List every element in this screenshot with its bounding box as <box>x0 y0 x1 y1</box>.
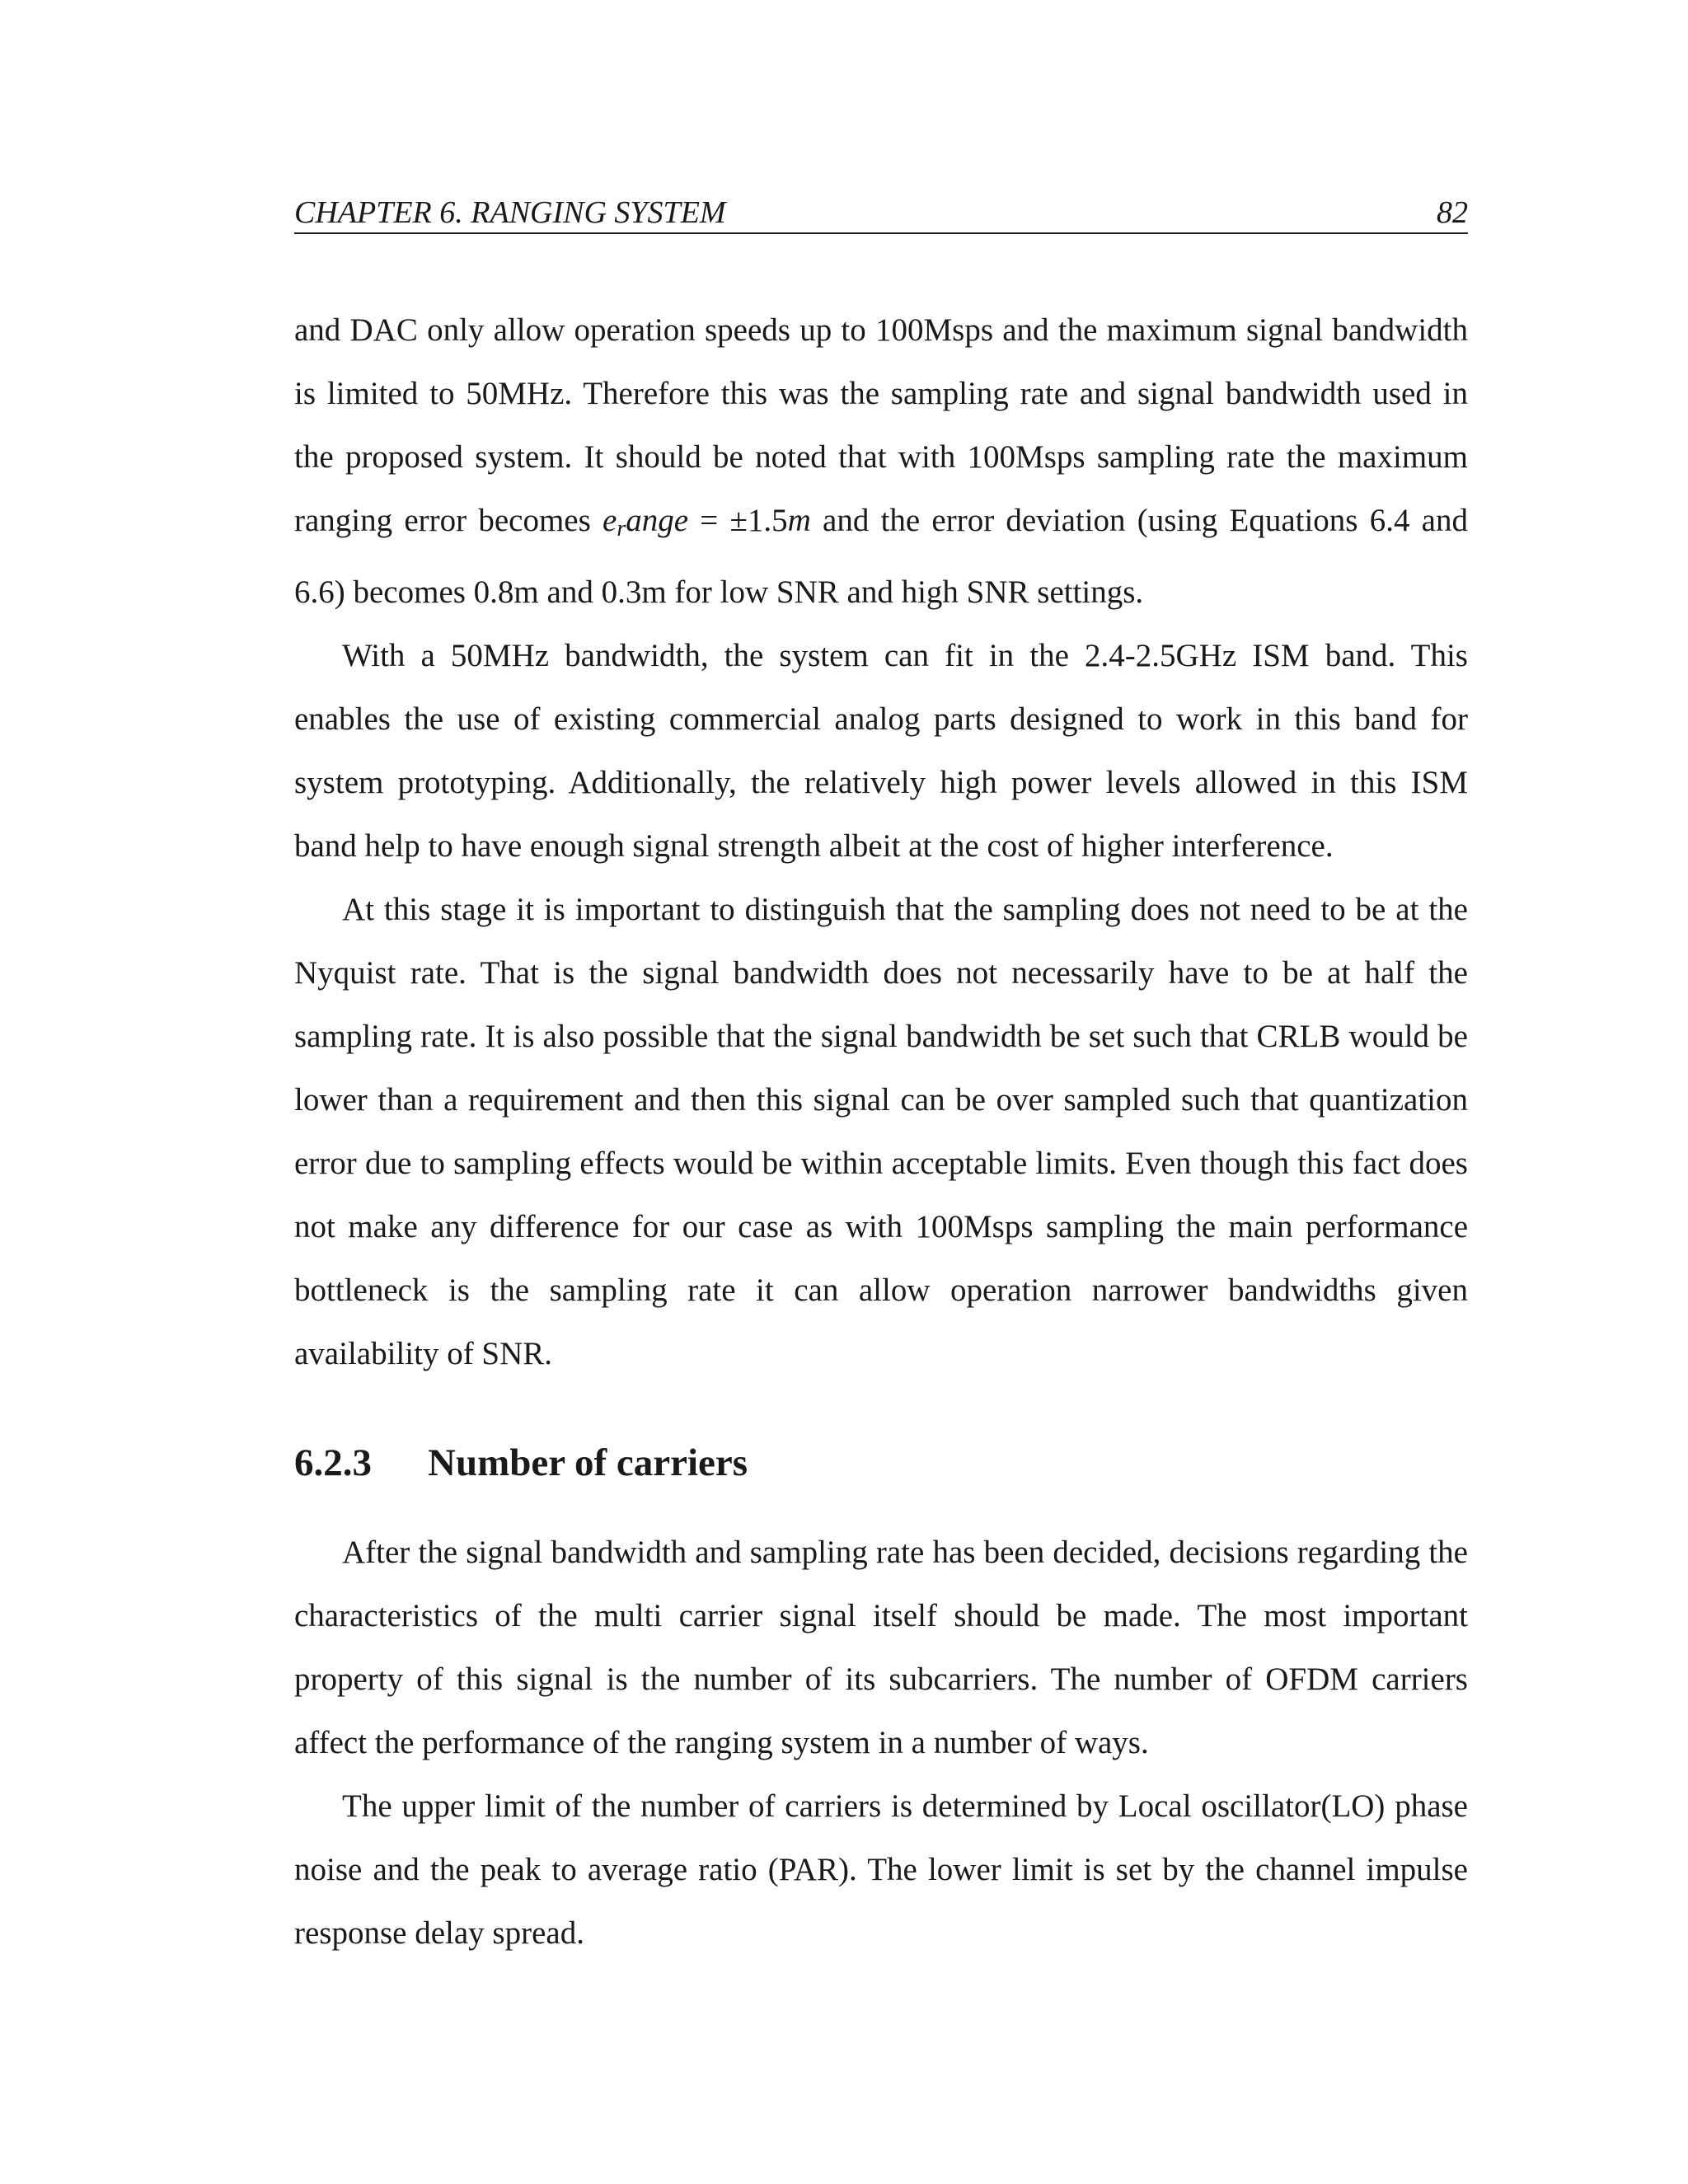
paragraph: and DAC only allow operation speeds up to 100Msps and the maximum signal bandwidth is limited to 50MHz. Therefore this was the sampling rate and signal bandwidth used in the proposed system. It should be noted that with 100Msps sampling rate the maximum ranging error becomes $e_range = \pm 1.5m$ and the error deviation (using Equations 6.4 and 6.6) becomes 0.8m and 0.3m for low SNR and high SNR settings. <box>294 312 1468 610</box>
section-number: 6.2.3 <box>294 1441 372 1484</box>
running-head: CHAPTER 6. RANGING SYSTEM <box>294 195 726 230</box>
inline-equation: $e_range$ <box>603 503 689 541</box>
page-header <box>294 193 1468 234</box>
paragraph: At this stage it is important to distinguish that the sampling does not need to be at the Nyquist rate. That is the signal bandwidth does not necessarily have to be at half the sampling rate. It is also possible that the signal bandwidth be set such that CRLB would be lower than a requirement and then this signal can be over sampled such that quantization error due to sampling effects would be within acceptable limits. Even though this fact does not make any difference for our case as with 100Msps sampling the main performance bottleneck is the sampling rate it can allow operation narrower bandwidths given availability of SNR. <box>294 892 1468 1371</box>
section-title: Number of carriers <box>428 1441 748 1484</box>
paragraph: After the signal bandwidth and sampling rate has been decided, decisions regarding the characteristics of the multi carrier signal itself should be made. The most important property of this signal is the number of its subcarriers. The number of OFDM carriers affect the performance of the ranging system in a number of ways. <box>294 1535 1468 1760</box>
page-body <box>294 298 1468 1965</box>
section-heading <box>294 1385 1468 1521</box>
paragraph: The upper limit of the number of carriers is determined by Local oscillator(LO) phase noise and the peak to average ratio (PAR). The lower limit is set by the channel impulse response delay spread. <box>294 1788 1468 1951</box>
page-number: 82 <box>1437 195 1468 230</box>
paragraph: With a 50MHz bandwidth, the system can fit in the 2.4-2.5GHz ISM band. This enables the use of existing commercial analog parts designed to work in this band for system prototyping. Additionally, the relatively high power levels allowed in this ISM band help to have enough signal strength albeit at the cost of higher interference. <box>294 638 1468 864</box>
